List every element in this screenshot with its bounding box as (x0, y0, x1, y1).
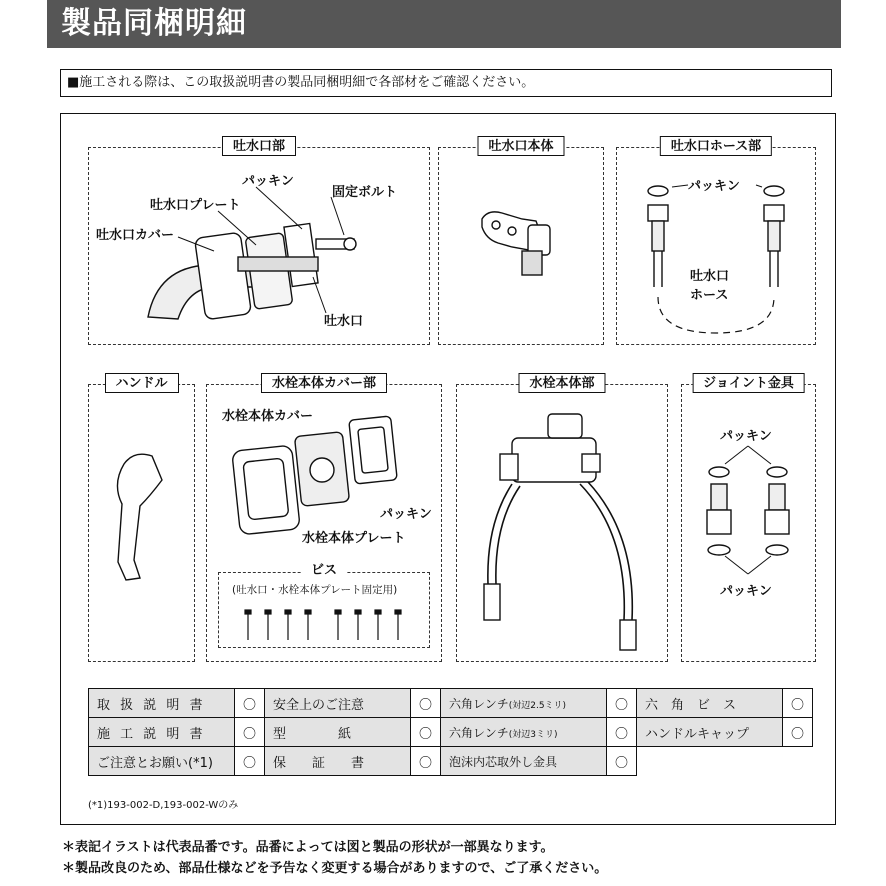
label-spout: 吐水口 (324, 314, 364, 329)
item-label: 保 証 書 (265, 747, 411, 776)
table-row (89, 747, 813, 776)
item-label: ご注意とお願い(*1) (89, 747, 235, 776)
check-mark: 〇 (235, 689, 265, 718)
check-mark: 〇 (411, 689, 441, 718)
check-mark: 〇 (783, 718, 813, 747)
item-label: 安全上のご注意 (265, 689, 411, 718)
item-label-sub: (対辺3ミリ) (508, 729, 558, 740)
screw (265, 610, 271, 640)
label-spout: 吐水口 (690, 269, 730, 284)
note-2: ＊製品改良のため、部品仕様などを予告なく変更する場合がありますので、ご了承ください。 (62, 861, 608, 876)
section-title: ハンドル (104, 373, 178, 393)
check-mark: 〇 (235, 718, 265, 747)
page-title: 製品同梱明細 (47, 0, 841, 48)
item-label: 六 角 ビ ス (637, 689, 783, 718)
screw (395, 610, 401, 640)
label-faucet-body-plate: 水栓本体プレート (302, 531, 406, 546)
item-label-main: 六角レンチ (449, 696, 509, 711)
label-hose: ホース (690, 288, 729, 303)
screw (335, 610, 341, 640)
item-label: 泡沫内芯取外し金具 (441, 747, 607, 776)
screw (245, 610, 251, 640)
note-1: ＊表記イラストは代表品番です。品番によっては図と製品の形状が一部異なります。 (62, 840, 554, 855)
label-spout-plate: 吐水口プレート (150, 198, 241, 213)
section-title: ジョイント金具 (692, 373, 805, 393)
screw (285, 610, 291, 640)
label-fixing-bolt: 固定ボルト (332, 185, 398, 200)
check-mark: 〇 (607, 718, 637, 747)
table-row (89, 718, 813, 747)
section-title: 水栓本体カバー部 (261, 373, 387, 393)
section-title: 水栓本体部 (518, 373, 605, 393)
notice-box: ■施工される際は、この取扱説明書の製品同梱明細で各部材をご確認ください。 (60, 69, 832, 97)
check-mark: 〇 (235, 747, 265, 776)
screws-subtitle: (吐水口・水栓本体プレート固定用) (232, 584, 398, 596)
label-packing: パッキン (688, 179, 740, 194)
section-title: 吐水口部 (222, 136, 296, 156)
screw (375, 610, 381, 640)
table-row (89, 689, 813, 718)
item-label: ハンドルキャップ (637, 718, 783, 747)
screw (355, 610, 361, 640)
faucet-body-illustration (456, 384, 668, 662)
item-label (441, 689, 607, 718)
screws-illustration (218, 572, 430, 648)
label-packing-upper: パッキン (720, 429, 772, 444)
handle-illustration (88, 384, 195, 662)
footnote: (*1)193-002-D,193-002-Wのみ (88, 800, 239, 811)
contents-checklist (88, 688, 813, 776)
section-title: ビス (301, 561, 347, 581)
check-mark: 〇 (607, 689, 637, 718)
check-mark: 〇 (411, 718, 441, 747)
item-label-sub: (対辺2.5ミリ) (508, 700, 567, 711)
label-packing: パッキン (242, 174, 294, 189)
section-title: 吐水口本体 (477, 136, 564, 156)
label-packing: パッキン (380, 507, 432, 522)
item-label-main: 六角レンチ (449, 725, 509, 740)
spout-body-illustration (438, 147, 604, 345)
check-mark: 〇 (607, 747, 637, 776)
item-label: 取 扱 説 明 書 (89, 689, 235, 718)
label-spout-cover: 吐水口カバー (96, 228, 175, 243)
check-mark: 〇 (783, 689, 813, 718)
label-faucet-body-cover: 水栓本体カバー (222, 409, 314, 424)
label-packing-lower: パッキン (720, 584, 772, 599)
item-label: 型 紙 (265, 718, 411, 747)
screw (305, 610, 311, 640)
section-title: 吐水口ホース部 (660, 136, 772, 156)
item-label: 施 工 説 明 書 (89, 718, 235, 747)
check-mark: 〇 (411, 747, 441, 776)
item-label (441, 718, 607, 747)
